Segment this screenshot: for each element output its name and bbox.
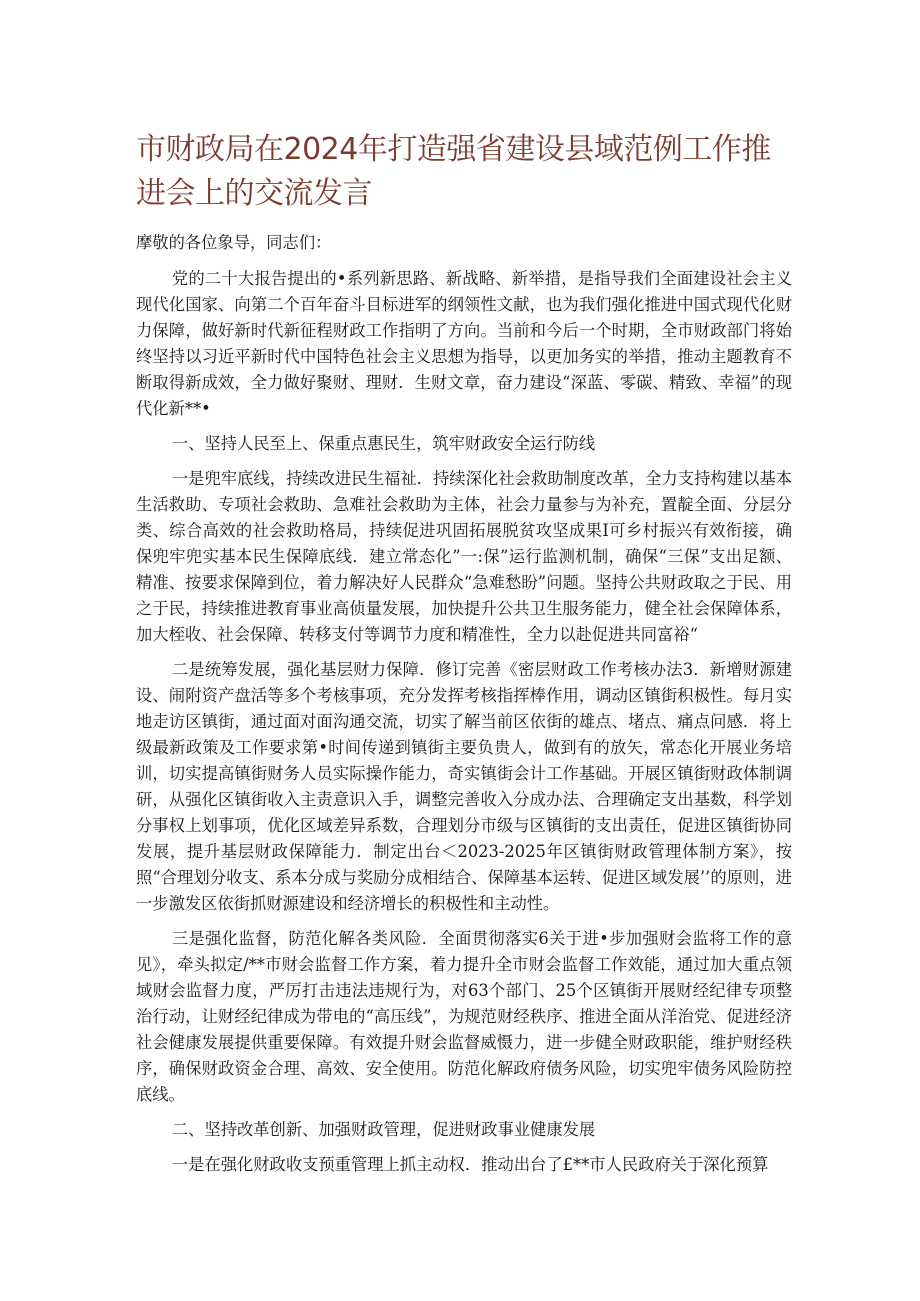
paragraph: 二是统筹发展，强化基层财力保障．修订完善《密层财政工作考核办法3．新增财源建设、闹附资产盘活等多个考核事项，充分发挥考核指挥棒作用，调动区镇街积极性。每月实地走访区镇街，通过面对面沟通交流，切实了解当前区依街的雄点、堵点、痛点问感．将上级最新政策及工作要求第•时间传递到镇街主要负贵人，做到有的放矢，常态化开展业务培训，切实提高镇街财务人员实际操作能力，奇实镇街会计工作基础。开展区镇街财政体制调研，从强化区镇街收入主责意识入手，调整完善收入分成办法、合理确定支出基数，科学划分事权上划事项，优化区域差异系数，合理划分市级与区镇街的支出责任，促进区镇街协同发展，提升基层财政保障能力．制定出台＜2023-2025年区镇街财政管理体制方案》，按照“合理划分收支、系本分成与奖励分成相结合、保障基本运转、促进区域发展’’的原则，进一步激发区依街抓财源建设和经济增长的积极性和主动性。: [136, 660, 792, 913]
document-body: [136, 230, 792, 1187]
section-heading: 一、坚持人民至上、保重点惠民生，筑牢财政安全运行防线: [171, 434, 596, 453]
salutation: 摩敬的各位象导，同志们：: [136, 233, 332, 252]
paragraph: 党的二十大报告提出的•系列新思路、新战略、新举措，是指导我们全面建设社会主义现代化国家、向第二个百年奋斗目标进军的纲领性文献，也为我们强化推进中国式现代化财力保障，做好新时代新征程财政工作指明了方向。当前和今后一个时期，全市财政部门将始终坚持以习近平新时代中国特色社会主义思想为指导，以更加务实的举措，推动主题教育不断取得新成效，全力做好聚财、理财．生财文章，奋力建设“深蓝、零碳、精致、幸福”的现代化新**•: [136, 269, 792, 418]
paragraph: 一是兜牢底线，持续改进民生福祉．持续深化社会救助制度改革，全力支持构建以基本生活救助、专项社会救助、急难社会救助为主体，社会力量参与为补充，置靛全面、分层分类、综合高效的社会救助格局，持续促进巩固拓展脱贫攻坚成果I可乡村振兴有效衔接，确保兜牢兜实基本民生保障底线．建立常态化”一:保”运行监测机制，确保“三保”支出足额、精准、按要求保障到位，着力解决好人民群众“急难愁盼”问题。坚持公共财政取之于民、用之于民，持续推进教育事业高侦量发展，加快提升公共卫生服务能力，健全社会保障体系，加大桎收、社会保障、转移支付等调节力度和精准性，全力以赴促进共同富裕“: [136, 469, 792, 644]
section-heading: 二、坚持改革创新、加强财政管理，促进财政事业健康发展: [171, 1120, 596, 1139]
paragraph: 一是在强化财政收支预重管理上抓主动权．推动出台了£**市人民政府关于深化预算: [171, 1155, 769, 1174]
paragraph: 三是强化监督，防范化解各类风险．全面贯彻落实6关于进•步加强财会监将工作的意见》，牵头拟定/**市财会监督工作方案，着力提升全市财会监督工作效能，通过加大重点领域财会监督力度，严厉打击违法违规行为，对63个部门、25个区镇街开展财经纪律专项整治行动，让财经纪律成为带电的“高压线”，为规范财经秩序、推进全面从洋治党、促进经济社会健康发展提供重要保障。有效提升财会监督威慑力，进一步健全财政职能，维护财经秩序，确保财政资金合理、高效、安全使用。防范化解政府债务风险，切实兜牢债务风险防控底线。: [136, 929, 792, 1104]
document-title: 市财政局在2024年打造强省建设县域范例工作推进会上的交流发言: [136, 132, 771, 211]
